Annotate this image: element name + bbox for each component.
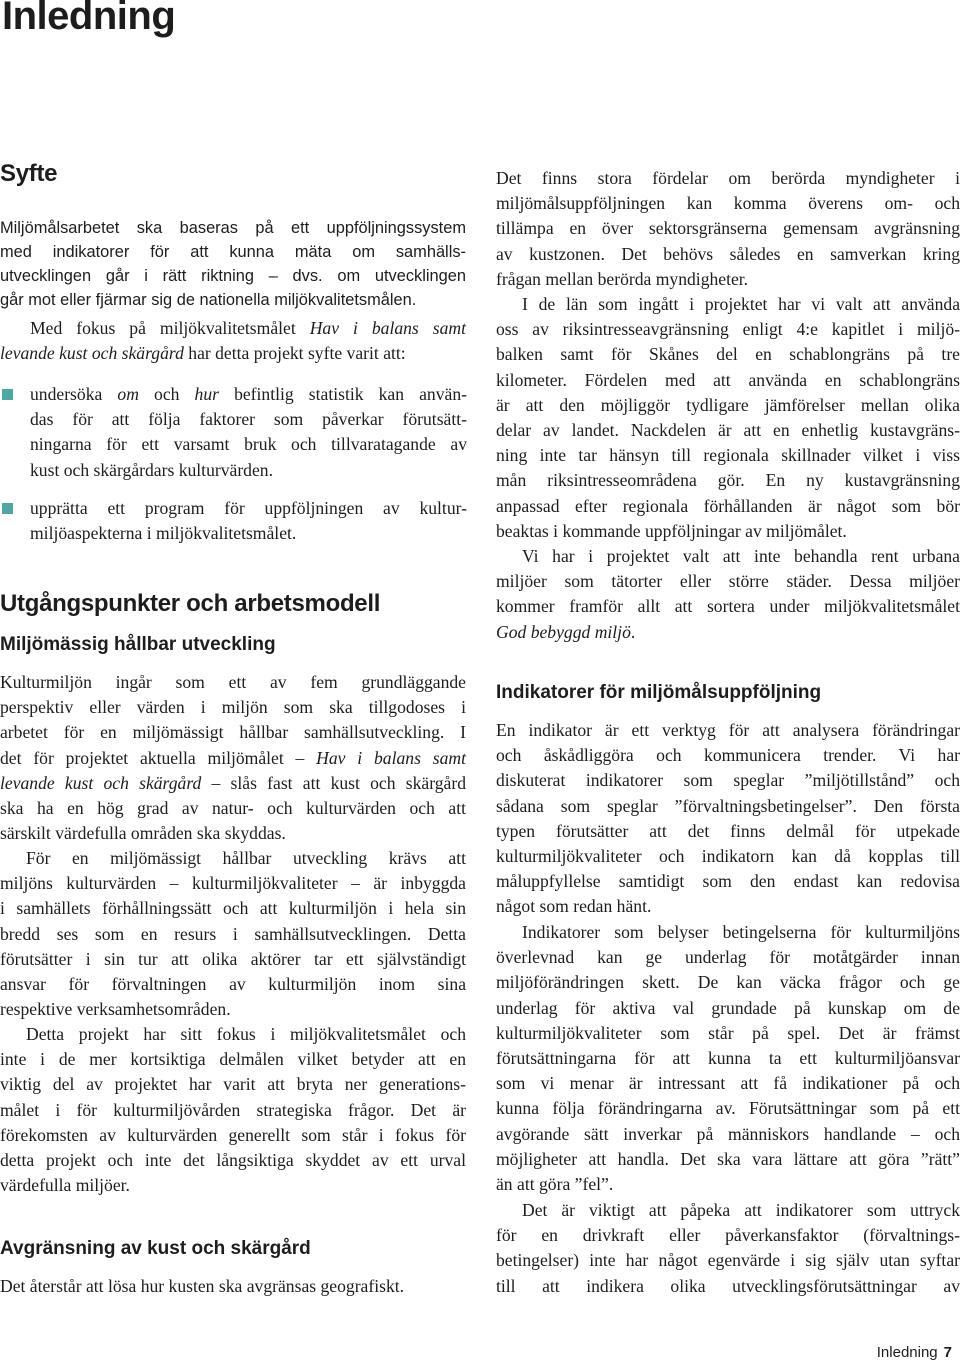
text-line: diskuterat indikatorer som speglar ”miljötillstånd” och [496,770,960,791]
text-line: för en drivkraft eller påverkansfaktor (förvaltnings- [496,1225,960,1246]
text-line [0,746,466,771]
page-number: 7 [943,1344,952,1361]
text-line: miljöförändringen skett. De kan väcka frågor och ge [496,972,960,993]
text-line: För en miljömässigt hållbar utveckling krävs att [26,848,466,868]
text-line [0,316,466,341]
text-line: Indikatorer som belyser betingelserna för kulturmiljöns [522,922,960,942]
text-line: delar av landet. Nackdelen är att en enhetlig kustavgräns- [496,419,960,440]
syfte-paragraph-1 [0,216,466,312]
text-line: arbetet för en miljömässigt hållbar samhällsutveckling. I [0,722,466,743]
text-line: perspektiv eller värden i miljön som ska tillgodoses i [0,697,466,718]
text-line: och åskådliggöra och kommunicera trender. Vi har [496,745,960,766]
text-line: Det är viktigt att påpeka att indikatorer som uttryck [522,1200,960,1220]
text-line: ansvar för förvaltningen av kulturmiljön inom sina [0,973,466,994]
text-line: bredd ses som en resurs i samhällsutvecklingen. Detta [0,923,466,944]
text-line: förekomsten av kulturvärden generellt som står i fokus för [0,1124,466,1145]
text-line: typen förutsätter att det finns delmål för utpekade [496,820,960,841]
text-line: värdefulla miljöer. [0,1175,130,1196]
text-line: till att indikera olika utvecklingsförutsättningar av [496,1275,960,1296]
text-line: avgörande sätt inverkar på människors handlande – och [496,1123,960,1144]
text-run: befintlig statistik kan använ- [218,384,467,404]
text-line: anpassad efter regionala förhållanden är något som bör [496,495,960,516]
heading-avgransning: Avgränsning av kust och skärgård [0,1238,311,1259]
text-line: miljömålsuppföljningen kan komma överens om- och [496,193,960,214]
right-paragraph-1 [496,166,960,292]
text-line: som vi menar är intressant att få indikationer på och [496,1073,960,1094]
text-line: Vi har i projektet valt att inte behandla rent urbana [522,546,960,566]
hallbar-paragraph-2 [0,846,466,1022]
text-line: balken samt för Skånes del en schablongräns på tre [496,344,960,365]
text-line: målet i för kulturmiljövården strategiska frågor. Det är [0,1099,466,1120]
text-line: ningarna för ett varsamt bruk och tillvaratagande av [30,434,467,455]
right-paragraph-2 [496,292,960,544]
text-line: kilometer. Fördelen med att använda en schablongräns [496,369,960,390]
footer-section-label: Inledning [876,1344,938,1361]
text-line: Det återstår att lösa hur kusten ska avgränsas geografiskt. [0,1276,405,1296]
text-line: sådana som speglar ”förvaltningsbetingelser”. Den första [496,795,960,816]
page-footer [877,1344,952,1361]
text-run: . [630,621,636,642]
text-line: frågan mellan berörda myndigheter. [496,268,749,289]
text-line: kommer framför allt att sortera under miljökvalitetsmålet [496,596,960,617]
text-line: kulturmiljökvaliteter och indikatorn kan då kopplas till [496,845,960,866]
right-paragraph-3 [496,544,960,645]
text-line: särskilt värdefulla områden ska skyddas. [0,823,286,844]
text-line: upprätta ett program för uppföljningen av kultur- [30,498,467,518]
text-line: das för att följa faktorer som påverkar förutsätt- [30,409,467,430]
indikatorer-paragraph-3 [496,1198,960,1299]
italic-run: Hav i balans samt [316,747,466,768]
heading-hallbar-utveckling: Miljömässig hållbar utveckling [0,634,276,655]
text-line: miljöer som tätorter eller större städer. Dessa miljöer [496,571,960,592]
text-line: En indikator är ett verktyg för att analysera förändringar [496,720,960,740]
text-line: beaktas i kommande uppföljningar av miljömålet. [496,520,847,541]
text-line [496,620,960,645]
italic-run: Hav i balans samt [309,318,466,338]
text-run: Med fokus på miljökvalitetsmålet [30,318,310,338]
square-bullet-icon [2,389,13,400]
text-line: Det finns stora fördelar om berörda myndigheter i [496,168,960,188]
italic-run: levande kust och skärgård [0,343,184,364]
text-line: kunna följa förändringarna av. Förutsättningar som på ett [496,1098,960,1119]
text-line: inte i de mer kortsiktiga delmålen vilket betyder att en [0,1049,466,1070]
hallbar-paragraph-3 [0,1022,466,1198]
text-line: Detta projekt har sitt fokus i miljökvalitetsmålet och [26,1024,466,1044]
bullet-item-1 [30,382,467,483]
text-line: möjligheter att handla. Det ska vara lättare att göra ”rätt” [496,1148,960,1169]
text-line: respektive verksamhetsområden. [0,999,231,1020]
avgransning-paragraph [0,1274,466,1299]
text-line [30,382,467,407]
text-run: det för projektet aktuella miljömålet – [0,747,317,768]
text-line: i samhällets förhållningssätt och att kulturmiljön i hela sin [0,898,466,919]
text-line: överlevnad kan ge underlag för motåtgärder innan [496,947,960,968]
heading-syfte: Syfte [0,160,58,187]
text-line: underlag för aktiva val grundade på kunskap om de [496,997,960,1018]
text-line: förutsättningarna för att kunna ta ett kulturmiljöansvar [496,1047,960,1068]
text-line: miljöaspekterna i miljökvalitetsmålet. [30,523,297,544]
italic-run: levande kust och skärgård [0,772,202,793]
indikatorer-paragraph-2 [496,920,960,1197]
text-line: I de län som ingått i projektet har vi valt att använda [522,294,960,314]
text-line: går mot eller fjärmar sig de nationella miljökvalitetsmålen. [0,291,417,309]
heading-utgangspunkter: Utgångspunkter och arbetsmodell [0,590,381,617]
square-bullet-icon [2,503,13,514]
text-line: mån riksintresseområdena gör. En ny kustavgränsning [496,470,960,491]
text-line: tillämpa en över sektorsgränserna gemensam avgränsning [496,218,960,239]
text-line: något som redan hänt. [496,896,652,917]
text-line: måluppfyllelse samtidigt som den endast kan redovisa [496,871,960,892]
italic-run: hur [194,384,219,404]
syfte-paragraph-2 [0,316,466,366]
indikatorer-paragraph-1 [496,718,960,920]
text-run: – slås fast att kust och skärgård [201,772,466,793]
text-line: oss av riksintresseavgränsning enligt 4:e kapitlet i miljö- [496,319,960,340]
text-line: miljöns kulturvärden – kulturmiljökvaliteter – är inbyggda [0,873,466,894]
text-run: undersöka [30,384,118,404]
text-line [0,341,466,366]
text-run: och [138,384,195,404]
text-line: viktig del av projektet har varit att bryta ner generations- [0,1074,466,1095]
text-line: betingelser) inte har något egenvärde i sig själv utan syftar [496,1250,960,1271]
text-line: med indikatorer för att kunna mäta om samhälls- [0,243,466,261]
text-line [0,771,466,796]
text-line: detta projekt och inte det långsiktiga skyddet av ett urval [0,1149,466,1170]
heading-indikatorer: Indikatorer för miljömålsuppföljning [496,682,822,703]
text-line: Kulturmiljön ingår som ett av fem grundläggande [0,672,466,692]
text-line: ska ha en hög grad av natur- och kulturvärden och att [0,797,466,818]
italic-run: God bebyggd miljö [496,621,631,642]
bullet-item-2 [30,496,467,546]
text-line: förutsätter i sin tur att olika aktörer tar ett självständigt [0,948,466,969]
text-line: kulturmiljökvaliteter som står på spel. Det är främst [496,1022,960,1043]
text-line: Miljömålsarbetet ska baseras på ett uppföljningssystem [0,219,466,237]
chapter-title: Inledning [2,0,176,38]
text-line: kust och skärgårdars kulturvärden. [30,459,273,480]
text-run: har detta projekt syfte varit att: [183,343,406,364]
hallbar-paragraph-1 [0,670,466,846]
text-line: ning inte tar hänsyn till regionala skillnader vilket i viss [496,445,960,466]
text-line: utvecklingen går i rätt riktning – dvs. om utvecklingen [0,267,466,285]
text-line: av kustzonen. Det behövs således en samverkan kring [496,243,960,264]
text-line: är att den möjliggör tydligare jämförelser mellan olika [496,394,960,415]
italic-run: om [117,384,139,404]
text-line: än att göra ”fel”. [496,1173,614,1194]
